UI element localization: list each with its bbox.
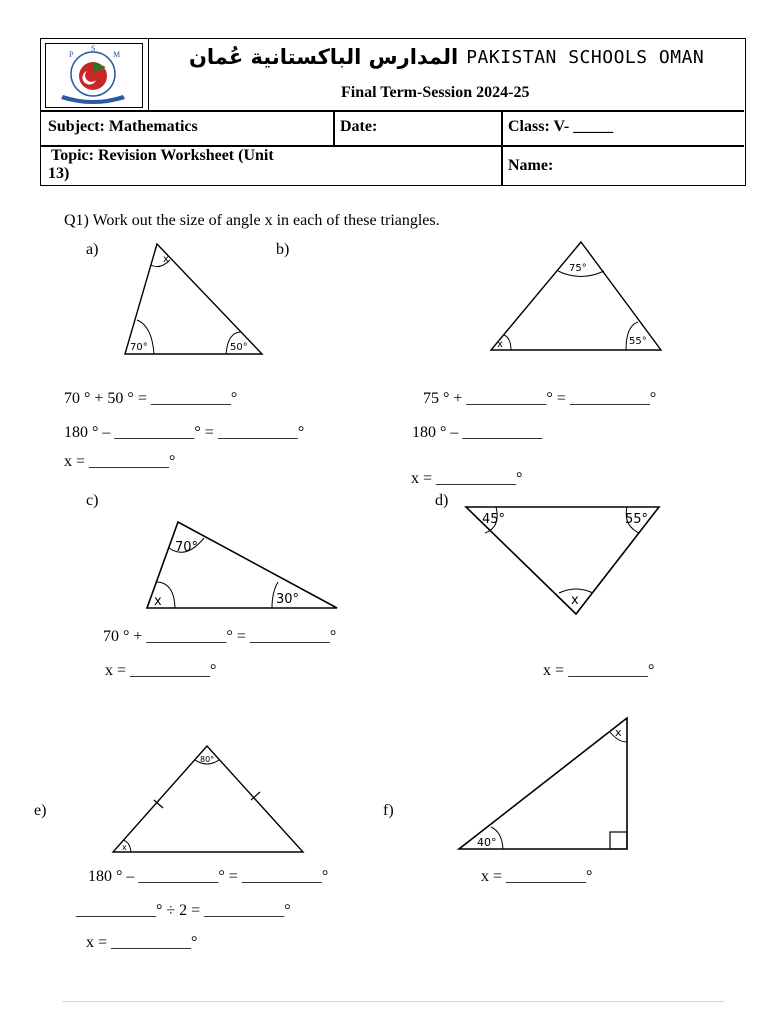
question-text: Q1) Work out the size of angle x in each of these triangles. <box>64 212 440 229</box>
triangle-f-shape <box>459 718 627 849</box>
school-name-cell <box>149 39 744 110</box>
triangle-a-angle-70: 70° <box>130 342 148 353</box>
session-title: Final Term-Session 2024-25 <box>341 84 530 101</box>
part-e-line2: __________° ÷ 2 = __________° <box>76 902 291 919</box>
school-name-english: PAKISTAN SCHOOLS OMAN <box>466 46 705 68</box>
page-bottom-rule <box>62 1001 724 1002</box>
triangle-b <box>486 238 666 356</box>
triangle-c-shape <box>147 522 337 608</box>
part-b-line2: 180 ° – __________ <box>412 424 543 441</box>
triangle-b-angle-55: 55° <box>629 336 647 347</box>
part-b-line1: 75 ° + __________° = __________° <box>423 390 657 407</box>
date-label: Date: <box>340 118 378 135</box>
part-c-line1: 70 ° + __________° = __________° <box>103 628 337 645</box>
logo-cell <box>41 39 149 110</box>
triangle-e-angle-80: 80° <box>200 755 215 764</box>
col-divider-1 <box>333 110 335 146</box>
triangle-e <box>110 742 310 854</box>
triangle-f-right-angle-mark <box>610 832 627 849</box>
class-label: Class: V- _____ <box>508 118 614 135</box>
triangle-e-angle-x: x <box>122 843 127 852</box>
logo-letter-p: P <box>69 50 74 59</box>
triangle-c-angle-30: 30° <box>276 592 300 607</box>
triangle-b-shape <box>491 242 661 350</box>
school-logo <box>45 43 141 106</box>
part-c-line2: x = __________° <box>105 662 217 679</box>
triangle-c-angle-70: 70° <box>175 540 199 555</box>
triangle-d-angle-45: 45° <box>482 512 506 527</box>
part-b-label: b) <box>276 241 290 258</box>
header-table <box>40 38 746 186</box>
logo-letter-s: S <box>91 44 96 53</box>
row-divider-1 <box>41 110 744 112</box>
triangle-a-angle-50: 50° <box>230 342 248 353</box>
part-b-line3: x = __________° <box>411 470 523 487</box>
part-e-line1: 180 ° – __________° = __________° <box>88 868 329 885</box>
part-e-label: e) <box>34 802 47 819</box>
triangle-f <box>456 714 631 852</box>
part-c-label: c) <box>86 492 99 509</box>
col-divider-2 <box>501 110 503 186</box>
triangle-b-arc-left <box>504 335 511 350</box>
part-d-label: d) <box>435 492 449 509</box>
subject-label: Subject: Mathematics <box>48 118 198 135</box>
topic-label-line1: Topic: Revision Worksheet (Unit <box>51 147 274 164</box>
topic-label-line2: 13) <box>48 165 70 182</box>
triangle-a-angle-x: x <box>163 254 169 265</box>
part-f-line1: x = __________° <box>481 868 593 885</box>
triangle-d-angle-55: 55° <box>625 512 649 527</box>
part-d-line1: x = __________° <box>543 662 655 679</box>
triangle-f-angle-40: 40° <box>477 836 497 849</box>
logo-letter-m: M <box>113 50 121 59</box>
triangle-c <box>142 518 342 613</box>
name-label: Name: <box>508 157 554 174</box>
triangle-d <box>463 503 663 618</box>
triangle-b-angle-75: 75° <box>569 263 587 274</box>
part-a-line2: 180 ° – __________° = __________° <box>64 424 305 441</box>
part-f-label: f) <box>383 802 394 819</box>
triangle-b-angle-x: x <box>497 339 503 350</box>
part-e-line3: x = __________° <box>86 934 198 951</box>
triangle-a-shape <box>125 244 262 354</box>
triangle-f-angle-x: x <box>615 726 622 739</box>
triangle-c-angle-x: x <box>154 594 162 609</box>
triangle-d-angle-x: x <box>571 593 579 608</box>
part-a-label: a) <box>86 241 99 258</box>
part-a-line3: x = __________° <box>64 453 176 470</box>
school-name-arabic: المدارس الباكستانية عُمان <box>189 45 459 69</box>
triangle-a <box>120 240 270 358</box>
part-a-line1: 70 ° + 50 ° = __________° <box>64 390 238 407</box>
